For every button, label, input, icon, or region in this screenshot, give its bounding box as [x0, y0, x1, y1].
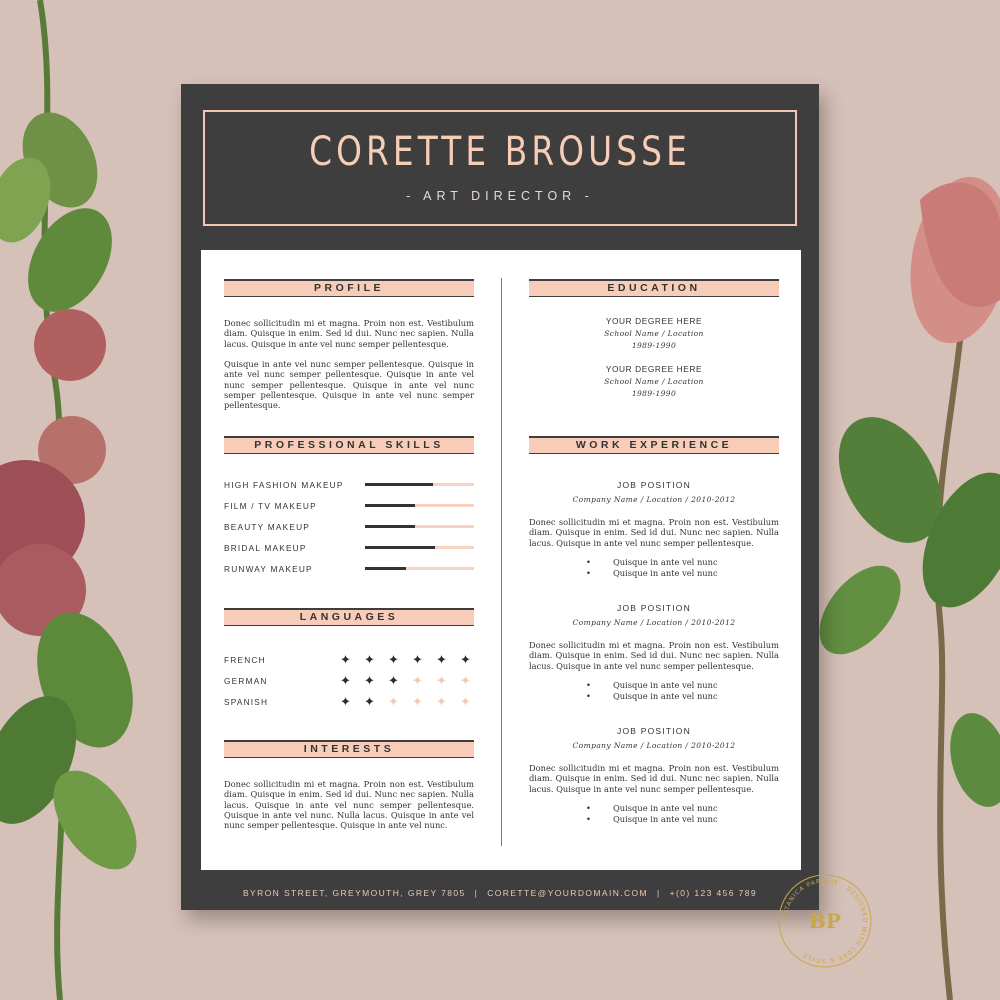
job-description: Donec sollicitudin mi et magna. Proin non est. Vestibulum diam. Quisque in enim. Sed id dui. Nunc nec sapien. Nulla lacus. Quisque in ante vel nunc semper pellentesque.: [529, 517, 779, 548]
education-heading: EDUCATION: [529, 279, 779, 297]
candidate-role: - ART DIRECTOR -: [406, 189, 594, 203]
job-bullets: [581, 680, 718, 701]
job-company: Company Name / Location / 2010-2012: [572, 618, 736, 627]
resume-sheet: [181, 84, 819, 910]
language-rating: [340, 653, 470, 667]
star-icon: ✦: [436, 652, 447, 667]
school-name: School Name / Location: [604, 329, 704, 338]
footer-email: CORETTE@YOURDOMAIN.COM: [487, 888, 649, 898]
skill-label: RUNWAY MAKEUP: [224, 564, 313, 574]
skill-bar: [365, 546, 474, 549]
job-description: Donec sollicitudin mi et magna. Proin non est. Vestibulum diam. Quisque in enim. Sed id dui. Nunc nec sapien. Nulla lacus. Quisque in ante vel nunc semper pellentesque.: [529, 763, 779, 794]
footer-address: BYRON STREET, GREYMOUTH, GREY 7805: [242, 888, 466, 898]
star-icon: ✦: [364, 652, 375, 667]
job-header: [529, 480, 779, 504]
star-icon: ✦: [460, 673, 471, 688]
job-bullet: • Quisque in ante vel nunc: [581, 568, 718, 579]
footer-separator: |: [474, 888, 479, 898]
job-header: [529, 603, 779, 627]
skill-bar: [365, 525, 474, 528]
interests-text: Donec sollicitudin mi et magna. Proin non est. Vestibulum diam. Quisque in enim. Sed id dui. Nunc nec sapien. Nulla lacus. Quisque in ante vel nunc semper pellentesque. Quisque in ante vel nunc. Nulla lacus. Quisque in ante vel nunc semper pellentesque. Quisque in ante vel nunc.: [224, 779, 474, 831]
star-icon: ✦: [340, 673, 351, 688]
job-bullet: • Quisque in ante vel nunc: [581, 680, 718, 691]
star-icon: ✦: [388, 694, 399, 709]
star-icon: ✦: [412, 673, 423, 688]
job-description: Donec sollicitudin mi et magna. Proin non est. Vestibulum diam. Quisque in enim. Sed id dui. Nunc nec sapien. Nulla lacus. Quisque in ante vel nunc semper pellentesque.: [529, 640, 779, 671]
star-icon: ✦: [436, 694, 447, 709]
resume-body: [201, 250, 801, 870]
candidate-name: CORETTE BROUSSE: [309, 129, 691, 175]
skill-label: BRIDAL MAKEUP: [224, 543, 307, 553]
degree-title: YOUR DEGREE HERE: [605, 316, 703, 326]
rose-illustration-right: [800, 0, 1000, 1000]
star-icon: ✦: [388, 673, 399, 688]
skill-label: FILM / TV MAKEUP: [224, 501, 317, 511]
language-label: FRENCH: [224, 655, 266, 665]
star-icon: ✦: [364, 673, 375, 688]
skill-bar-fill: [365, 483, 433, 486]
skill-bar-fill: [365, 567, 406, 570]
degree-title: YOUR DEGREE HERE: [605, 364, 703, 374]
star-icon: ✦: [340, 694, 351, 709]
job-bullets: [581, 803, 718, 824]
skill-bar-fill: [365, 546, 435, 549]
job-header: [529, 726, 779, 750]
skill-bar-fill: [365, 525, 415, 528]
skill-bar: [365, 504, 474, 507]
job-bullet: • Quisque in ante vel nunc: [581, 691, 718, 702]
education-entry: [529, 364, 779, 398]
job-bullet: • Quisque in ante vel nunc: [581, 557, 718, 568]
job-bullet: • Quisque in ante vel nunc: [581, 814, 718, 825]
skills-heading: PROFESSIONAL SKILLS: [224, 436, 474, 454]
interests-heading: INTERESTS: [224, 740, 474, 758]
star-icon: ✦: [412, 694, 423, 709]
school-name: School Name / Location: [604, 377, 704, 386]
language-rating: [340, 695, 470, 709]
star-icon: ✦: [436, 673, 447, 688]
brand-seal-logo: [776, 872, 874, 970]
profile-heading: PROFILE: [224, 279, 474, 297]
footer-separator: |: [657, 888, 661, 898]
skill-bar: [365, 567, 474, 570]
language-label: GERMAN: [224, 676, 268, 686]
star-icon: ✦: [460, 694, 471, 709]
school-years: 1989-1990: [631, 341, 677, 350]
work-heading: WORK EXPERIENCE: [529, 436, 779, 454]
seal-monogram: BP: [809, 909, 841, 933]
star-icon: ✦: [460, 652, 471, 667]
school-years: 1989-1990: [631, 389, 677, 398]
job-position: JOB POSITION: [617, 480, 691, 490]
star-icon: ✦: [412, 652, 423, 667]
star-icon: ✦: [364, 694, 375, 709]
languages-heading: LANGUAGES: [224, 608, 474, 626]
profile-paragraph-1: Donec sollicitudin mi et magna. Proin non est. Vestibulum diam. Quisque in enim. Sed id dui. Nunc nec sapien. Nulla lacus. Quisque in ante vel nunc semper pellentesque.: [224, 318, 474, 349]
job-bullet: • Quisque in ante vel nunc: [581, 803, 718, 814]
contact-footer: [181, 888, 819, 898]
job-company: Company Name / Location / 2010-2012: [572, 495, 736, 504]
skill-bar: [365, 483, 474, 486]
skill-bar-fill: [365, 504, 415, 507]
job-position: JOB POSITION: [617, 726, 691, 736]
job-position: JOB POSITION: [617, 603, 691, 613]
skill-label: BEAUTY MAKEUP: [224, 522, 310, 532]
seal-ring-text: BOTANICA PAPERIE · DESIGNED WITH LOVE & STYLE ·: [781, 877, 869, 965]
job-bullets: [581, 557, 718, 578]
language-label: SPANISH: [224, 697, 269, 707]
education-entry: [529, 316, 779, 350]
language-rating: [340, 674, 470, 688]
profile-paragraph-2: Quisque in ante vel nunc semper pellentesque. Quisque in ante vel nunc semper pellentesque. Quisque in ante vel nunc semper pellentesque. Quisque in ante vel nunc semper pellentesque. Quisque in ante vel nunc semper pellentesque.: [224, 359, 474, 411]
footer-phone: +(0) 123 456 789: [669, 888, 758, 898]
job-company: Company Name / Location / 2010-2012: [572, 741, 736, 750]
star-icon: ✦: [340, 652, 351, 667]
column-divider: [501, 278, 502, 846]
rose-illustration-left: [0, 0, 200, 1000]
skill-label: HIGH FASHION MAKEUP: [224, 480, 344, 490]
star-icon: ✦: [388, 652, 399, 667]
